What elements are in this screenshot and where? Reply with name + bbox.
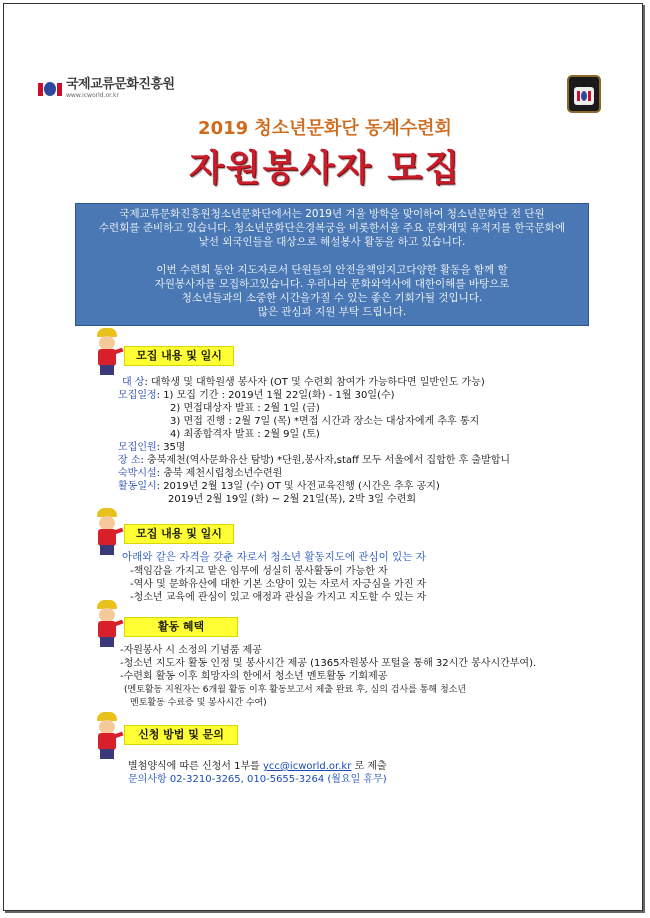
schedule-item: : 1) 모집 기간 : 2019년 1월 22일(화) - 1월 30일(수) (156, 390, 395, 401)
mascot-icon (92, 712, 122, 760)
apply-email-link[interactable]: ycc@icworld.or.kr (263, 761, 352, 772)
logo-name: 국제교류문화진흥원 (66, 77, 175, 92)
intro-line: 많은 관심과 지원 부탁 드립니다. (257, 306, 407, 318)
people-label: 모집인원 (118, 442, 157, 453)
logo-mark-icon (38, 81, 62, 97)
place-value: : 충북제천(역사문화유산 탐방) *단원,봉사자,staff 모두 서울에서 집합한 후 출발합니 (140, 455, 511, 466)
mascot-icon (92, 508, 122, 556)
benefit-note: (멘토활동 지원자는 6개월 활동 이후 활동보고서 제출 완료 후, 심의 검사를 통해 청소년 (124, 685, 467, 695)
intro-line: 국제교류문화진흥원청소년문화단에서는 2019년 겨울 방학을 맞이하여 청소년문화단 전 단원 (119, 208, 545, 220)
target-label: 대 상 (122, 377, 145, 388)
qualification-item: -책임감을 가지고 맡은 임무에 성실히 봉사활동이 가능한 자 (130, 566, 388, 577)
section4-header: 신청 방법 및 문의 (124, 725, 238, 745)
period-label: 활동일시 (118, 481, 157, 492)
subtitle: 2019 청소년문화단 동계수련회 (198, 118, 452, 139)
qualification-item: -청소년 교육에 관심이 있고 애정과 관심을 가지고 지도할 수 있는 자 (130, 592, 427, 603)
apply-suffix: 로 제출 (354, 761, 387, 772)
section3-header: 활동 혜택 (124, 617, 238, 637)
intro-line: 청소년들과의 소중한 시간을가질 수 있는 좋은 기회가될 것입니다. (181, 292, 483, 304)
intro-box (75, 203, 589, 326)
period-item: : 2019년 2월 13일 (수) OT 및 사전교육진행 (시간은 추후 공지) (156, 481, 440, 492)
benefit-item: -청소년 지도자 활동 인정 및 봉사시간 제공 (1365자원봉사 포털을 통해 32시간 봉사시간부여). (120, 658, 537, 669)
benefit-item: -자원봉사 시 소정의 기념품 제공 (120, 645, 262, 656)
qualification-lead: 아래와 같은 자격을 갖춘 자로서 청소년 활동지도에 관심이 있는 자 (122, 551, 426, 563)
benefit-item: -수련회 활동 이후 희망자의 한에서 청소년 멘토활동 기회제공 (120, 671, 388, 682)
contact-info: 문의사항 02-3210-3265, 010-5655-3264 (월요일 휴무) (128, 774, 387, 785)
intro-line: 자원봉사자를 모집하고있습니다. 우리나라 문화와역사에 대한이해를 바탕으로 (154, 278, 510, 290)
mascot-icon (92, 328, 122, 376)
target-value: : 대학생 및 대학원생 봉사자 (OT 및 수련회 참여가 가능하다면 일반인도 가능) (144, 377, 485, 388)
schedule-item: 4) 최종합격자 발표 : 2월 9일 (토) (170, 429, 320, 440)
section1-header: 모집 내용 및 일시 (124, 346, 234, 366)
intro-line: 이번 수련회 동안 지도자로서 단원들의 안전을책임지고다양한 활동을 함께 할 (156, 264, 508, 276)
intro-line: 수련회를 준비하고 있습니다. 청소년문화단은경복궁을 비롯한서울 주요 문화재및 유적지를 한국문화에 (98, 222, 566, 234)
place-label: 장 소 (118, 455, 141, 466)
qualification-item: -역사 및 문화유산에 대한 기본 소양이 있는 자로서 자긍심을 가진 자 (130, 579, 427, 590)
intro-line: 낯선 외국인들을 대상으로 해설봉사 활동을 하고 있습니다. (198, 236, 466, 248)
emblem-icon (567, 75, 601, 113)
logo (38, 78, 175, 99)
lodging-value: : 충북 제천시립청소년수련원 (156, 468, 283, 479)
mascot-icon (92, 600, 122, 648)
schedule-item: 3) 면접 진행 : 2월 7일 (목) *면접 시간과 장소는 대상자에게 추후 통지 (170, 416, 480, 427)
schedule-label: 모집일정 (118, 390, 157, 401)
logo-url: www.icworld.or.kr (66, 92, 119, 99)
apply-prefix: 별첨양식에 따른 신청서 1부를 (128, 761, 260, 772)
page-title: 자원봉사자 모집 (189, 148, 461, 189)
benefit-note: 멘토활동 수료증 및 봉사시간 수여) (130, 698, 267, 708)
schedule-item: 2) 면접대상자 발표 : 2월 1일 (금) (170, 403, 320, 414)
section2-header: 모집 내용 및 일시 (124, 524, 234, 544)
period-item: 2019년 2월 19일 (화) ~ 2월 21일(목), 2박 3일 수련회 (168, 494, 417, 505)
people-value: : 35명 (156, 442, 186, 453)
lodging-label: 숙박시설 (118, 468, 157, 479)
